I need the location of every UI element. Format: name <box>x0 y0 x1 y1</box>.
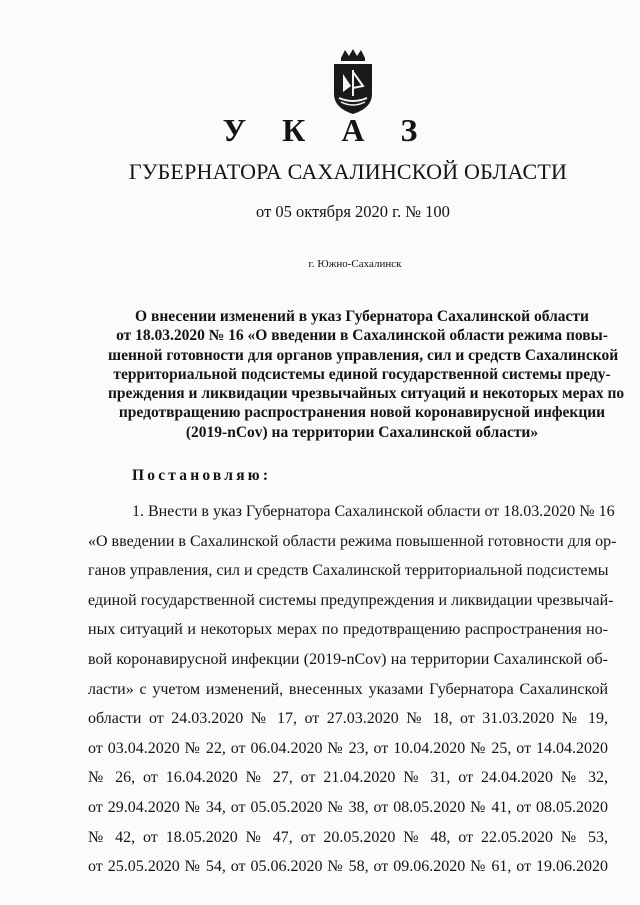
body-line: ных ситуаций и некоторых мерах по предотвращению распространения но- <box>88 621 608 639</box>
issuer-title: ГУБЕРНАТОРА САХАЛИНСКОЙ ОБЛАСТИ <box>128 159 568 184</box>
body-line: от 03.04.2020 № 22, от 06.04.2020 № 23, от 10.04.2020 № 25, от 14.04.2020 <box>88 739 608 757</box>
heading-line: (2019-nCov) на территории Сахалинской области» <box>185 423 539 441</box>
heading-line: шенной готовности для органов управления, сил и средств Сахалинской <box>108 346 619 364</box>
coat-of-arms-icon <box>331 48 375 116</box>
sakhalin-coat-of-arms-icon <box>331 48 375 116</box>
heading-line: преждения и ликвидации чрезвычайных ситуаций и некоторых мерах по <box>108 385 625 403</box>
document-heading <box>108 307 625 442</box>
body-line: № 26, от 16.04.2020 № 27, от 21.04.2020 № 31, от 24.04.2020 № 32, <box>88 769 608 787</box>
body-line: № 42, от 18.05.2020 № 47, от 20.05.2020 № 48, от 22.05.2020 № 53, <box>88 828 608 846</box>
document-city: г. Южно-Сахалинск <box>308 258 402 270</box>
document-body <box>88 497 617 882</box>
body-line: области от 24.03.2020 № 17, от 27.03.2020 № 18, от 31.03.2020 № 19, <box>88 710 608 728</box>
decree-word: Постановляю: <box>132 467 272 484</box>
document-date-number: от 05 октября 2020 г. № 100 <box>256 202 450 221</box>
heading-line: территориальной подсистемы единой государственной системы преду- <box>113 365 611 383</box>
heading-line: О внесении изменений в указ Губернатора Сахалинской области <box>135 308 589 325</box>
heading-line: от 18.03.2020 № 16 «О введении в Сахалинской области режима повы- <box>116 327 608 345</box>
body-line: вой коронавирусной инфекции (2019-nCov) на территории Сахалинской об- <box>88 650 608 668</box>
body-line: ганов управления, сил и средств Сахалинской территориальной подсистемы <box>88 562 609 580</box>
body-line: единой государственной системы предупреждения и ликвидации чрезвычай- <box>88 591 614 609</box>
heading-line: предотвращению распространения новой коронавирусной инфекции <box>118 404 606 422</box>
body-line: ласти» с учетом изменений, внесенных указами Губернатора Сахалинской <box>88 680 608 698</box>
body-line: от 29.04.2020 № 34, от 05.05.2020 № 38, от 08.05.2020 № 41, от 08.05.2020 <box>88 798 608 816</box>
body-line: от 25.05.2020 № 54, от 05.06.2020 № 58, от 09.06.2020 № 61, от 19.06.2020 <box>88 858 608 876</box>
body-line: «О введении в Сахалинской области режима повышенной готовности для ор- <box>88 532 617 550</box>
body-line: 1. Внести в указ Губернатора Сахалинской области от 18.03.2020 № 16 <box>132 503 615 520</box>
document-type-title: У К А З <box>222 112 432 148</box>
